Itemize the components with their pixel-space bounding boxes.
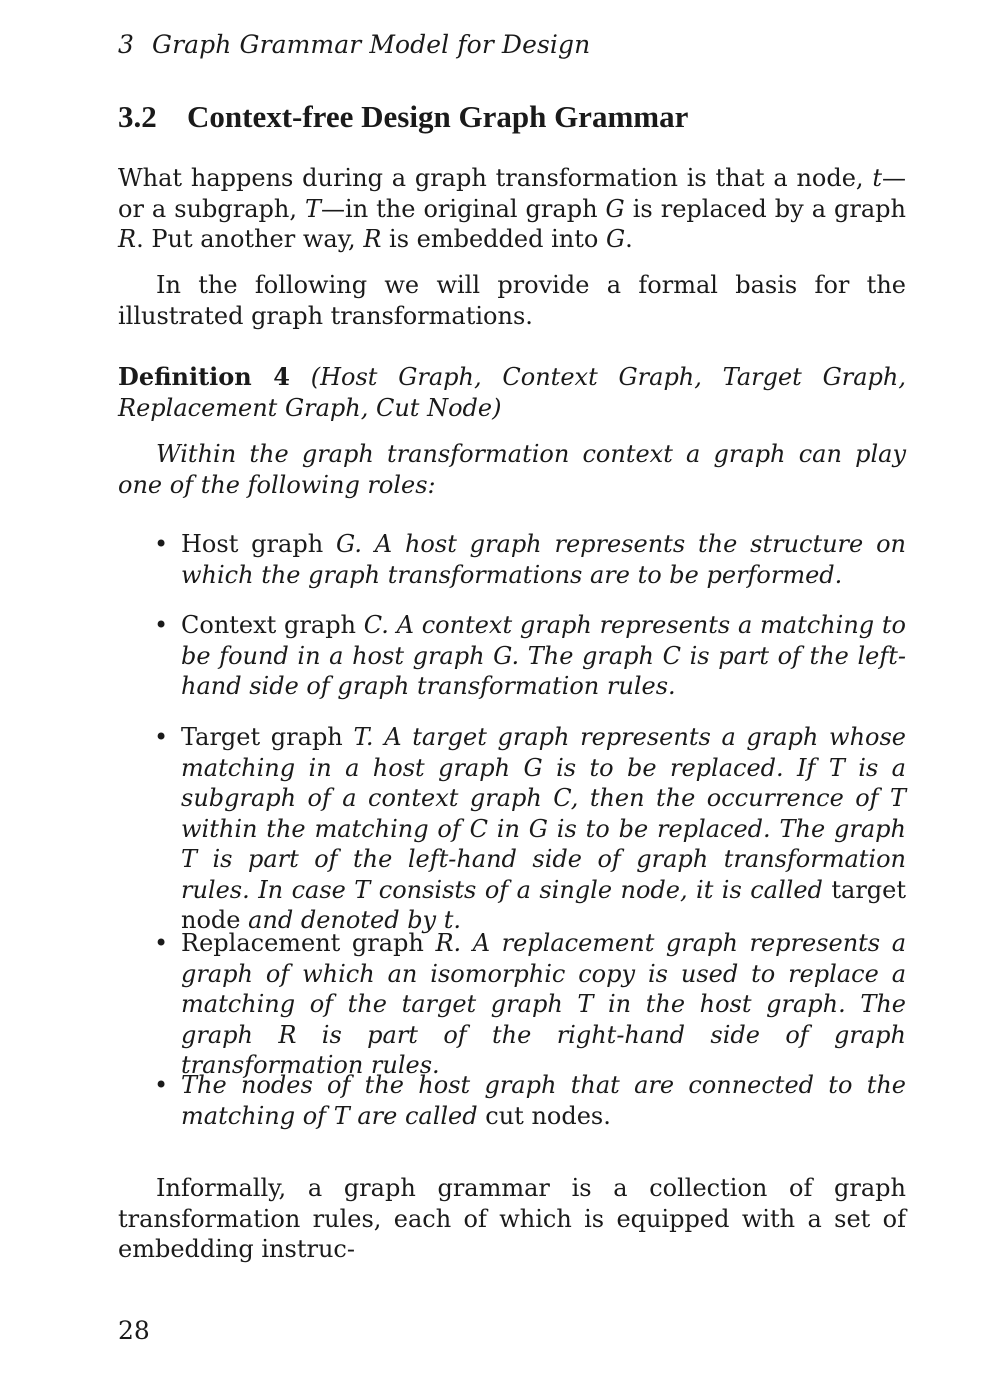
text-run: is embedded into [381, 225, 606, 253]
math-symbol: t [872, 164, 882, 192]
text-run: —or a subgraph, [118, 164, 906, 223]
description: A host graph represents the structure on which the graph transformations are to be performed. [181, 530, 906, 589]
math-symbol: G [605, 194, 625, 223]
text-run: —in the original graph [321, 194, 606, 223]
description: A target graph represents a graph whose matching in a host graph G is to be replaced. If T is a subgraph of a context graph C, then the occurrence of T within the matching of C in G is to be replaced. The graph T is part of the left-hand side of graph transformation rules. In case T consists of a single node, it is called [181, 723, 906, 904]
symbol: G. [336, 530, 362, 558]
term: Context graph [181, 611, 357, 639]
text-run: What happens during a graph transformation is that a node, [118, 164, 873, 192]
bullet-icon: • [154, 723, 169, 751]
list-item-text [181, 722, 906, 936]
paragraph-formal-basis: In the following we will provide a formal basis for the illustrated graph transformations. [118, 271, 906, 330]
running-header [118, 30, 590, 59]
bullet-icon: • [154, 611, 169, 639]
bullet-icon: • [154, 530, 169, 558]
math-symbol: G [605, 225, 626, 253]
list-item-replacement-graph [118, 928, 906, 1081]
description-end: . [603, 1101, 611, 1130]
list-item-text [181, 529, 906, 590]
list-item-text [181, 928, 906, 1081]
term: Replacement graph [181, 929, 424, 957]
text-run: is replaced by a graph [624, 194, 906, 223]
description: The nodes of the host graph that are connected to the matching of T are called [181, 1071, 906, 1130]
definition-intro: Within the graph transformation context a graph can play one of the following roles: [118, 440, 906, 499]
list-item-cut-nodes [118, 1070, 906, 1131]
term: Target graph [181, 723, 343, 751]
symbol: R. [435, 929, 462, 957]
section-number: 3.2 [118, 99, 157, 134]
bullet-icon: • [154, 929, 169, 957]
list-item-text [181, 610, 906, 702]
symbol: T. [353, 723, 374, 751]
list-item-text [181, 1070, 906, 1131]
description: A replacement graph represents a graph of which an isomorphic copy is used to replace a matching of the target graph T in the host graph. The graph R is part of the right-hand side of graph transformation rules. [181, 929, 906, 1079]
definition-label: Definition 4 [118, 362, 290, 391]
list-item-context-graph [118, 610, 906, 702]
math-symbol: R [363, 225, 382, 253]
inline-term: cut nodes [485, 1101, 604, 1130]
chapter-title: Graph Grammar Model for Design [152, 30, 591, 59]
description-end: and denoted by t. [248, 906, 462, 934]
page-number: 28 [118, 1316, 150, 1345]
paragraph-graph-transformation [118, 163, 906, 255]
description: A context graph represents a matching to be found in a host graph G. The graph C is part of the left-hand side of graph transformation rules. [181, 611, 906, 700]
inline-term: target node [181, 875, 906, 934]
definition-title: (Host Graph, Context Graph, Target Graph, Replacement Graph, Cut Node) [118, 363, 906, 422]
text-run: . [625, 225, 633, 253]
list-item-host-graph [118, 529, 906, 590]
definition-heading [118, 362, 906, 423]
math-symbol: R [118, 225, 137, 253]
section-heading [118, 99, 688, 135]
bullet-icon: • [154, 1071, 169, 1099]
list-item-target-graph [118, 722, 906, 936]
section-title: Context-free Design Graph Grammar [187, 99, 689, 134]
term: Host graph [181, 530, 324, 558]
book-page [118, 0, 906, 1385]
text-run: . Put another way, [136, 225, 364, 253]
symbol: C. [363, 611, 389, 639]
chapter-number: 3 [118, 30, 135, 59]
paragraph-informal-grammar: Informally, a graph grammar is a collection of graph transformation rules, each of which is equipped with a set of embedding instruc- [118, 1174, 906, 1263]
math-symbol: T [305, 194, 322, 223]
